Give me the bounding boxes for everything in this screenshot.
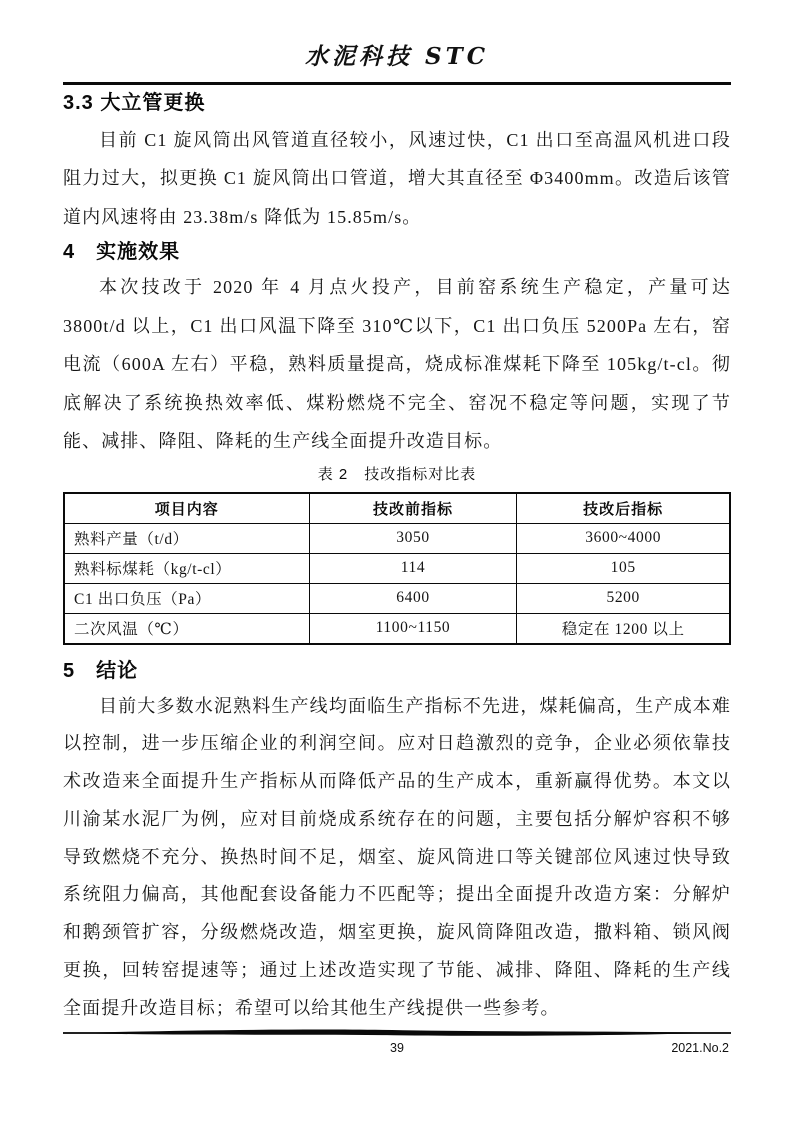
footer-rule — [63, 1029, 731, 1037]
table-cell: C1 出口负压（Pa） — [64, 583, 309, 613]
table-row — [64, 583, 730, 613]
table-caption: 表 2 技改指标对比表 — [317, 465, 477, 483]
section-heading-5: 5 结论 — [63, 659, 139, 682]
table-cell: 105 — [517, 553, 730, 583]
table-cell: 5200 — [517, 583, 730, 613]
journal-title: 水泥科技 STC — [304, 43, 490, 70]
table-cell: 熟料标煤耗（kg/t-cl） — [64, 553, 309, 583]
table-header-cell-before: 技改前指标 — [309, 493, 517, 524]
page-number: 39 — [390, 1041, 404, 1055]
table-cell: 3050 — [309, 523, 517, 553]
table-cell: 6400 — [309, 583, 517, 613]
issue-number: 2021.No.2 — [671, 1041, 729, 1055]
page-footer — [63, 1029, 731, 1057]
table-header-row — [64, 493, 730, 524]
paragraph-5: 目前大多数水泥熟料生产线均面临生产指标不先进，煤耗偏高，生产成本难以控制，进一步压缩企业的利润空间。应对日趋激烈的竞争，企业必须依靠技术改造来全面提升生产指标从而降低产品的生产成本，重新赢得优势。本文以川渝某水泥厂为例，应对目前烧成系统存在的问题，主要包括分解炉容积不够导致燃烧不充分、换热时间不足，烟室、旋风筒进口等关键部位风速过快导致系统阻力偏高，其他配套设备能力不匹配等；提出全面提升改造方案：分解炉和鹅颈管扩容，分级燃烧改造，烟室更换，旋风筒降阻改造，撒料箱、锁风阀更换，回转窑提速等；通过上述改造实现了节能、减排、降阻、降耗的生产线全面提升改造目标；希望可以给其他生产线提供一些参考。 — [63, 695, 731, 1018]
paragraph-4: 本次技改于 2020 年 4 月点火投产，目前窑系统生产稳定，产量可达 3800t/d 以上，C1 出口风温下降至 310℃以下，C1 出口负压 5200Pa 左右，窑电流（600A 左右）平稳，熟料质量提高，烧成标准煤耗下降至 105kg/t-cl。彻底解决了系统换热效率低、煤粉燃烧不完全、窑况不稳定等问题，实现了节能、减排、降阻、降耗的生产线全面提升改造目标。 — [63, 277, 731, 451]
table-header-cell-after: 技改后指标 — [517, 493, 730, 524]
footer-text-line — [63, 1040, 731, 1057]
table-cell: 二次风温（℃） — [64, 613, 309, 644]
table-cell: 1100~1150 — [309, 613, 517, 644]
section-heading-3-3: 3.3 大立管更换 — [63, 91, 206, 114]
paragraph-3-3: 目前 C1 旋风筒出风管道直径较小，风速过快，C1 出口至高温风机进口段阻力过大，拟更换 C1 旋风筒出口管道，增大其直径至 Φ3400mm。改造后该管道内风速将由 23.38m/s 降低为 15.85m/s。 — [63, 129, 731, 227]
table-cell: 114 — [309, 553, 517, 583]
table-cell: 稳定在 1200 以上 — [517, 613, 730, 644]
comparison-table — [63, 492, 731, 645]
table-row — [64, 553, 730, 583]
table-cell: 熟料产量（t/d） — [64, 523, 309, 553]
header-rule — [63, 82, 731, 85]
table-row — [64, 523, 730, 553]
section-heading-4: 4 实施效果 — [63, 241, 181, 263]
table-header-cell-item: 项目内容 — [64, 493, 309, 524]
table-row — [64, 613, 730, 644]
table-cell: 3600~4000 — [517, 523, 730, 553]
